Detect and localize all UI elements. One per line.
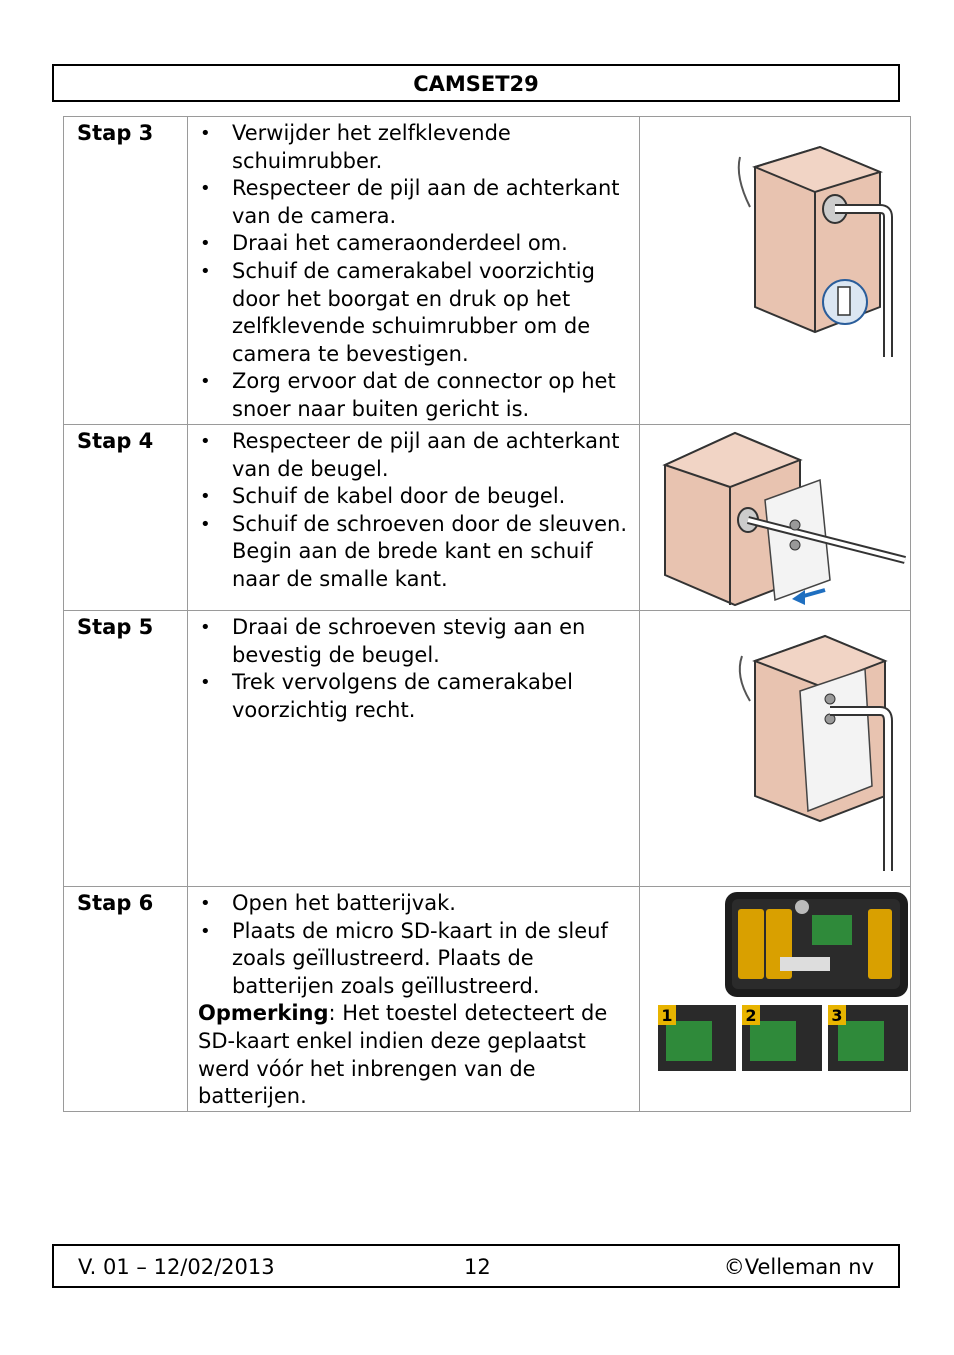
step-bullet: • Respecteer de pijl aan de achterkant van de camera. <box>198 175 631 230</box>
step-bullet: • Schuif de schroeven door de sleuven. Begin aan de brede kant en schuif naar de smalle kant. <box>198 511 631 594</box>
sd-card-step-photo-3 <box>828 1005 908 1071</box>
footer-page-number: 12 <box>464 1255 491 1279</box>
footer-version: V. 01 – 12/02/2013 <box>78 1255 275 1279</box>
tightened-bracket-illustration <box>640 611 908 885</box>
step-row-4 <box>64 425 911 611</box>
document-footer <box>52 1244 900 1288</box>
step-bullet: • Schuif de kabel door de beugel. <box>198 483 631 511</box>
step-instructions <box>188 425 640 611</box>
sd-card-step-photo-2 <box>742 1005 822 1071</box>
header-title: CAMSET29 <box>413 72 539 96</box>
step-instructions <box>188 117 640 425</box>
bracket-mount-illustration <box>640 425 908 609</box>
footer-copyright: ©Velleman nv <box>723 1255 874 1279</box>
sd-card-step-photo-1 <box>658 1005 736 1071</box>
step-bullet: • Draai de schroeven stevig aan en bevestig de beugel. <box>198 614 631 669</box>
step-figure <box>640 887 911 1112</box>
step-instructions <box>188 887 640 1112</box>
step-figure <box>640 117 911 425</box>
step-bullet: • Open het batterijvak. <box>198 890 631 918</box>
steps-table <box>63 116 911 1112</box>
photo-number: 3 <box>831 1006 843 1025</box>
photo-number: 2 <box>745 1006 757 1025</box>
step-bullet: • Zorg ervoor dat de connector op het snoer naar buiten gericht is. <box>198 368 631 423</box>
photo-number: 1 <box>661 1006 673 1025</box>
step-row-3 <box>64 117 911 425</box>
step-row-5 <box>64 611 911 887</box>
step-figure <box>640 425 911 611</box>
step-bullet: • Draai het cameraonderdeel om. <box>198 230 631 258</box>
battery-compartment-photos <box>640 887 908 1109</box>
step-label: Stap 6 <box>64 887 188 1112</box>
step-row-6 <box>64 887 911 1112</box>
note-label: Opmerking <box>198 1001 329 1026</box>
step-bullet: • Verwijder het zelfklevende schuimrubber. <box>198 120 631 175</box>
document-header <box>52 64 900 102</box>
step-bullet: • Respecteer de pijl aan de achterkant van de beugel. <box>198 428 631 483</box>
step-bullet: • Plaats de micro SD-kaart in de sleuf zoals geïllustreerd. Plaats de batterijen zoals geïllustreerd. <box>198 918 631 1001</box>
step-label: Stap 5 <box>64 611 188 887</box>
step-bullet: • Schuif de camerakabel voorzichtig door het boorgat en druk op het zelfklevende schuimrubber om de camera te bevestigen. <box>198 258 631 368</box>
camera-mount-illustration <box>640 117 908 423</box>
step-note <box>198 1000 631 1110</box>
step-label: Stap 3 <box>64 117 188 425</box>
step-label: Stap 4 <box>64 425 188 611</box>
step-instructions <box>188 611 640 887</box>
note-text: : Het toestel detecteert de SD-kaart enkel indien deze geplaatst werd vóór het inbrengen van de batterijen. <box>198 1001 608 1109</box>
step-figure <box>640 611 911 887</box>
step-bullet: • Trek vervolgens de camerakabel voorzichtig recht. <box>198 669 631 724</box>
